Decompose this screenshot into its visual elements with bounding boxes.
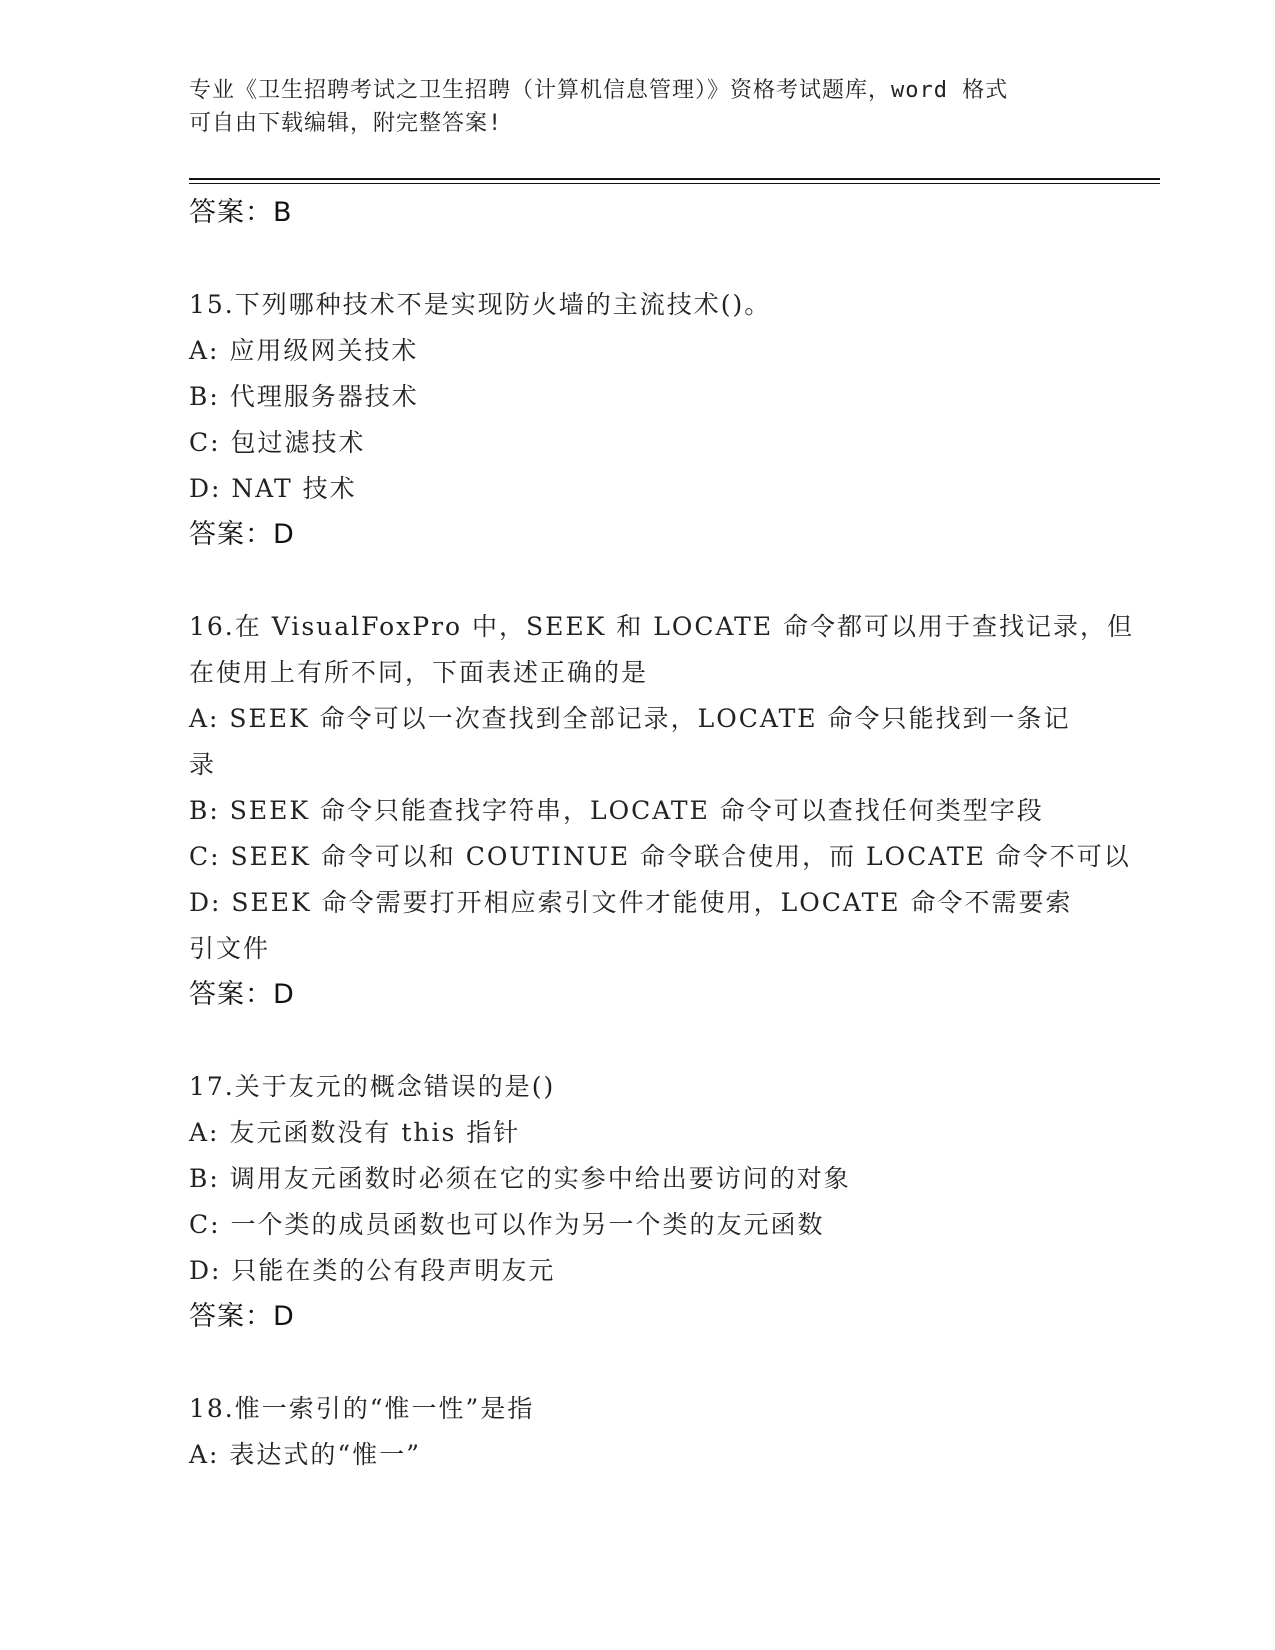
question-17-option-d: D: 只能在类的公有段声明友元 bbox=[189, 1256, 556, 1285]
question-15-text: 15.下列哪种技术不是实现防火墙的主流技术()。 bbox=[189, 290, 772, 319]
question-15-option-a: A: 应用级网关技术 bbox=[189, 336, 419, 365]
spacer bbox=[189, 558, 1119, 604]
answer-16: 答案：D bbox=[189, 979, 295, 1010]
question-16 bbox=[189, 604, 1135, 1018]
header-line-2: 可自由下载编辑，附完整答案! bbox=[189, 111, 503, 136]
header-divider-thin bbox=[189, 183, 1160, 184]
spacer bbox=[189, 1340, 1119, 1386]
question-17 bbox=[189, 1064, 1119, 1340]
question-16-text-line-1: 16.在 VisualFoxPro 中，SEEK 和 LOCATE 命令都可以用于查找记录，但 bbox=[189, 612, 1135, 641]
question-15 bbox=[189, 282, 1119, 558]
header-divider-thick bbox=[189, 178, 1160, 180]
question-16-option-b: B: SEEK 命令只能查找字符串，LOCATE 命令可以查找任何类型字段 bbox=[189, 796, 1044, 825]
question-16-text-line-2: 在使用上有所不同，下面表述正确的是 bbox=[189, 658, 649, 687]
header-line-1: 专业《卫生招聘考试之卫生招聘（计算机信息管理）》资格考试题库，word 格式 bbox=[189, 78, 1009, 103]
question-18-text: 18.惟一索引的“惟一性”是指 bbox=[189, 1394, 535, 1423]
question-15-option-b: B: 代理服务器技术 bbox=[189, 382, 419, 411]
answer-15: 答案：D bbox=[189, 519, 295, 550]
question-17-text: 17.关于友元的概念错误的是() bbox=[189, 1072, 556, 1101]
question-18-option-a: A: 表达式的“惟一” bbox=[189, 1440, 421, 1469]
spacer bbox=[189, 1018, 1119, 1064]
question-16-option-a-line-1: A: SEEK 命令可以一次查找到全部记录，LOCATE 命令只能找到一条记 bbox=[189, 704, 1071, 733]
page-header bbox=[189, 74, 1089, 140]
question-16-option-d-line-2: 引文件 bbox=[189, 934, 271, 963]
question-16-option-c: C: SEEK 命令可以和 COUTINUE 命令联合使用，而 LOCATE 命令不可以 bbox=[189, 842, 1131, 871]
question-18 bbox=[189, 1386, 1119, 1478]
question-16-option-d-line-1: D: SEEK 命令需要打开相应索引文件才能使用，LOCATE 命令不需要索 bbox=[189, 888, 1073, 917]
question-17-option-a: A: 友元函数没有 this 指针 bbox=[189, 1118, 521, 1147]
question-17-option-b: B: 调用友元函数时必须在它的实参中给出要访问的对象 bbox=[189, 1164, 851, 1193]
question-list bbox=[189, 190, 1135, 1478]
spacer bbox=[189, 236, 1119, 282]
question-15-option-c: C: 包过滤技术 bbox=[189, 428, 366, 457]
answer-17: 答案：D bbox=[189, 1301, 295, 1332]
question-16-option-a-line-2: 录 bbox=[189, 750, 217, 779]
question-17-option-c: C: 一个类的成员函数也可以作为另一个类的友元函数 bbox=[189, 1210, 825, 1239]
question-15-option-d: D: NAT 技术 bbox=[189, 474, 357, 503]
answer-14: 答案：B bbox=[189, 197, 293, 228]
